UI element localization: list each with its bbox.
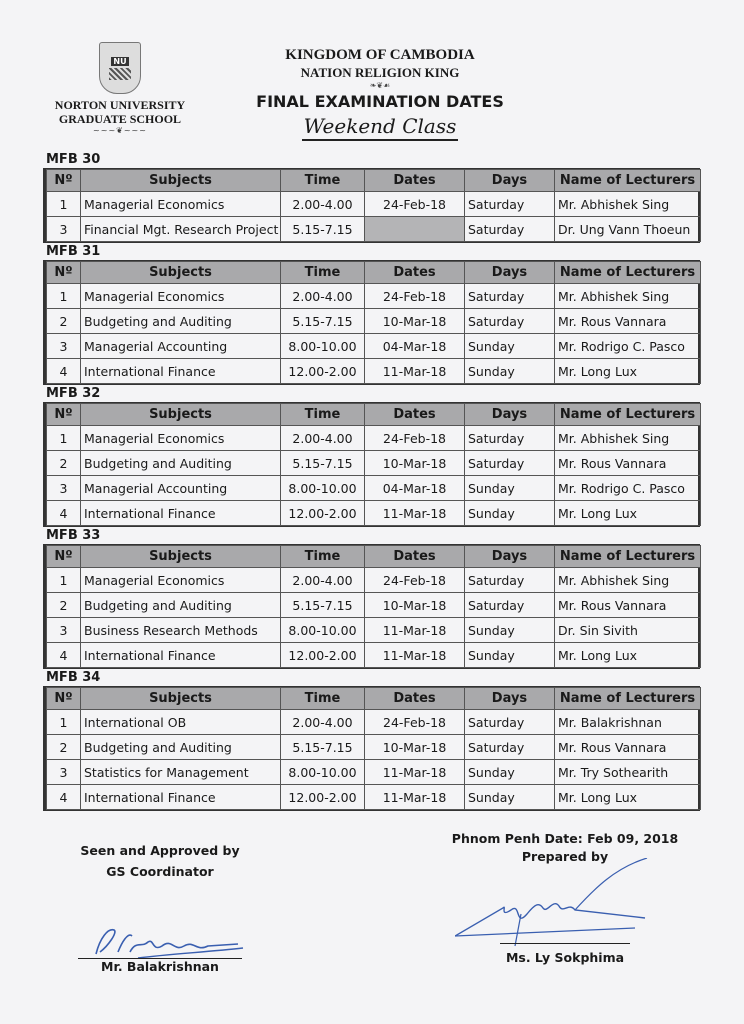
- logo-text: NU: [113, 56, 127, 66]
- column-header: Name of Lecturers: [555, 170, 701, 192]
- cell-subject: International OB: [81, 710, 281, 735]
- cell-lecturer: Mr. Try Sothearith: [555, 760, 701, 785]
- cell-no: 4: [47, 785, 81, 810]
- table-header-row: [47, 262, 701, 284]
- cell-time: 2.00-4.00: [281, 192, 365, 217]
- cell-lecturer: Mr. Abhishek Sing: [555, 568, 701, 593]
- schedule-table: [46, 687, 701, 810]
- schedule-table: [46, 169, 701, 242]
- column-header: Subjects: [81, 170, 281, 192]
- cell-day: Sunday: [465, 785, 555, 810]
- column-header: Name of Lecturers: [555, 688, 701, 710]
- column-header: Days: [465, 170, 555, 192]
- table-row: [47, 451, 701, 476]
- table-header-row: [47, 688, 701, 710]
- cell-day: Saturday: [465, 710, 555, 735]
- table-row: [47, 735, 701, 760]
- cell-no: 1: [47, 710, 81, 735]
- column-header: Nº: [47, 546, 81, 568]
- section-table-frame: [43, 168, 700, 243]
- cell-subject: Managerial Economics: [81, 568, 281, 593]
- table-row: [47, 359, 701, 384]
- table-row: [47, 192, 701, 217]
- column-header: Dates: [365, 170, 465, 192]
- section-title: MFB 32: [46, 386, 101, 401]
- column-header: Dates: [365, 262, 465, 284]
- cell-date: 04-Mar-18: [365, 334, 465, 359]
- preparer-name: Ms. Ly Sokphima: [505, 950, 625, 965]
- cell-lecturer: Mr. Rous Vannara: [555, 309, 701, 334]
- cell-time: 12.00-2.00: [281, 785, 365, 810]
- column-header: Dates: [365, 688, 465, 710]
- university-logo-icon: [99, 42, 141, 94]
- cell-day: Sunday: [465, 476, 555, 501]
- cell-subject: Managerial Accounting: [81, 334, 281, 359]
- page-subtitle: Weekend Class: [302, 113, 459, 141]
- cell-subject: Business Research Methods: [81, 618, 281, 643]
- section-table-frame: [43, 544, 700, 669]
- cell-no: 2: [47, 451, 81, 476]
- exam-schedule: [43, 151, 700, 811]
- table-header-row: [47, 546, 701, 568]
- cell-time: 12.00-2.00: [281, 501, 365, 526]
- column-header: Time: [281, 404, 365, 426]
- schedule-table: [46, 545, 701, 668]
- cell-day: Saturday: [465, 217, 555, 242]
- cell-lecturer: Dr. Sin Sivith: [555, 618, 701, 643]
- cell-lecturer: Dr. Ung Vann Thoeun: [555, 217, 701, 242]
- cell-no: 3: [47, 618, 81, 643]
- cell-date: 10-Mar-18: [365, 451, 465, 476]
- table-row: [47, 501, 701, 526]
- table-header-row: [47, 404, 701, 426]
- cell-lecturer: Mr. Balakrishnan: [555, 710, 701, 735]
- preparer-signature-icon: [455, 858, 655, 948]
- column-header: Nº: [47, 688, 81, 710]
- cell-subject: Managerial Economics: [81, 426, 281, 451]
- cell-day: Sunday: [465, 334, 555, 359]
- cell-subject: Managerial Accounting: [81, 476, 281, 501]
- prepared-by-label: Prepared by: [521, 849, 609, 864]
- cell-time: 12.00-2.00: [281, 359, 365, 384]
- column-header: Time: [281, 688, 365, 710]
- table-row: [47, 593, 701, 618]
- cell-no: 3: [47, 476, 81, 501]
- column-header: Time: [281, 170, 365, 192]
- section-table-frame: [43, 686, 700, 811]
- table-row: [47, 785, 701, 810]
- national-motto: NATION RELIGION KING: [300, 65, 460, 80]
- cell-lecturer: Mr. Rodrigo C. Pasco: [555, 334, 701, 359]
- ornament-icon: ~~~❦~~~: [93, 126, 147, 135]
- table-row: [47, 476, 701, 501]
- column-header: Nº: [47, 404, 81, 426]
- cell-date: 11-Mar-18: [365, 618, 465, 643]
- ornament-divider-icon: ❧❦☙: [369, 81, 391, 90]
- school-subname: GRADUATE SCHOOL: [58, 112, 182, 126]
- cell-lecturer: Mr. Long Lux: [555, 359, 701, 384]
- column-header: Dates: [365, 404, 465, 426]
- cell-time: 2.00-4.00: [281, 284, 365, 309]
- section-table-frame: [43, 402, 700, 527]
- cell-subject: Managerial Economics: [81, 192, 281, 217]
- cell-date: 11-Mar-18: [365, 760, 465, 785]
- cell-subject: Budgeting and Auditing: [81, 451, 281, 476]
- column-header: Time: [281, 262, 365, 284]
- cell-no: 4: [47, 643, 81, 668]
- section-table-frame: [43, 260, 700, 385]
- cell-date: 10-Mar-18: [365, 593, 465, 618]
- cell-date: 10-Mar-18: [365, 309, 465, 334]
- cell-subject: Budgeting and Auditing: [81, 735, 281, 760]
- cell-lecturer: Mr. Abhishek Sing: [555, 426, 701, 451]
- cell-date: 11-Mar-18: [365, 785, 465, 810]
- cell-date: 10-Mar-18: [365, 735, 465, 760]
- approval-block: [70, 840, 250, 882]
- column-header: Days: [465, 404, 555, 426]
- cell-time: 2.00-4.00: [281, 710, 365, 735]
- cell-date: [365, 217, 465, 242]
- cell-date: 24-Feb-18: [365, 710, 465, 735]
- place-date: Phnom Penh Date: Feb 09, 2018: [451, 831, 679, 846]
- schedule-table: [46, 403, 701, 526]
- cell-no: 3: [47, 217, 81, 242]
- document-heading: [240, 45, 520, 141]
- approver-role: GS Coordinator: [106, 864, 214, 879]
- cell-lecturer: Mr. Long Lux: [555, 501, 701, 526]
- table-row: [47, 426, 701, 451]
- cell-subject: Budgeting and Auditing: [81, 593, 281, 618]
- cell-time: 8.00-10.00: [281, 334, 365, 359]
- cell-day: Saturday: [465, 192, 555, 217]
- cell-date: 24-Feb-18: [365, 426, 465, 451]
- cell-day: Sunday: [465, 501, 555, 526]
- cell-no: 3: [47, 334, 81, 359]
- cell-lecturer: Mr. Abhishek Sing: [555, 284, 701, 309]
- cell-subject: International Finance: [81, 501, 281, 526]
- section-title: MFB 31: [46, 244, 101, 259]
- table-row: [47, 334, 701, 359]
- column-header: Name of Lecturers: [555, 546, 701, 568]
- column-header: Subjects: [81, 404, 281, 426]
- cell-lecturer: Mr. Abhishek Sing: [555, 192, 701, 217]
- table-row: [47, 710, 701, 735]
- cell-no: 4: [47, 359, 81, 384]
- cell-date: 11-Mar-18: [365, 501, 465, 526]
- cell-lecturer: Mr. Rous Vannara: [555, 451, 701, 476]
- cell-day: Saturday: [465, 735, 555, 760]
- cell-no: 2: [47, 593, 81, 618]
- column-header: Days: [465, 688, 555, 710]
- cell-no: 3: [47, 760, 81, 785]
- cell-time: 2.00-4.00: [281, 426, 365, 451]
- cell-day: Saturday: [465, 451, 555, 476]
- table-row: [47, 309, 701, 334]
- column-header: Days: [465, 546, 555, 568]
- approver-name: Mr. Balakrishnan: [101, 959, 219, 974]
- cell-time: 5.15-7.15: [281, 593, 365, 618]
- cell-no: 1: [47, 284, 81, 309]
- cell-lecturer: Mr. Long Lux: [555, 643, 701, 668]
- kingdom-title: KINGDOM OF CAMBODIA: [285, 47, 475, 63]
- cell-time: 8.00-10.00: [281, 618, 365, 643]
- cell-no: 1: [47, 426, 81, 451]
- cell-lecturer: Mr. Rous Vannara: [555, 593, 701, 618]
- cell-date: 24-Feb-18: [365, 192, 465, 217]
- cell-subject: Budgeting and Auditing: [81, 309, 281, 334]
- section-title: MFB 34: [46, 670, 101, 685]
- cell-date: 24-Feb-18: [365, 284, 465, 309]
- cell-lecturer: Mr. Rodrigo C. Pasco: [555, 476, 701, 501]
- cell-no: 1: [47, 568, 81, 593]
- cell-no: 4: [47, 501, 81, 526]
- cell-no: 2: [47, 309, 81, 334]
- cell-subject: Managerial Economics: [81, 284, 281, 309]
- table-row: [47, 618, 701, 643]
- section-title: MFB 33: [46, 528, 101, 543]
- cell-date: 11-Mar-18: [365, 643, 465, 668]
- cell-time: 8.00-10.00: [281, 476, 365, 501]
- cell-subject: International Finance: [81, 785, 281, 810]
- cell-lecturer: Mr. Rous Vannara: [555, 735, 701, 760]
- schedule-table: [46, 261, 701, 384]
- cell-day: Saturday: [465, 309, 555, 334]
- cell-day: Saturday: [465, 426, 555, 451]
- table-row: [47, 568, 701, 593]
- cell-day: Saturday: [465, 568, 555, 593]
- cell-day: Sunday: [465, 359, 555, 384]
- cell-time: 5.15-7.15: [281, 451, 365, 476]
- column-header: Subjects: [81, 688, 281, 710]
- table-header-row: [47, 170, 701, 192]
- column-header: Dates: [365, 546, 465, 568]
- cell-day: Sunday: [465, 760, 555, 785]
- page-title: FINAL EXAMINATION DATES: [256, 92, 504, 111]
- cell-no: 2: [47, 735, 81, 760]
- cell-time: 12.00-2.00: [281, 643, 365, 668]
- cell-day: Saturday: [465, 284, 555, 309]
- school-header: [40, 42, 200, 135]
- cell-subject: International Finance: [81, 643, 281, 668]
- approved-by-label: Seen and Approved by: [80, 843, 240, 858]
- cell-time: 5.15-7.15: [281, 309, 365, 334]
- cell-lecturer: Mr. Long Lux: [555, 785, 701, 810]
- table-row: [47, 284, 701, 309]
- column-header: Name of Lecturers: [555, 404, 701, 426]
- column-header: Nº: [47, 170, 81, 192]
- column-header: Time: [281, 546, 365, 568]
- cell-time: 5.15-7.15: [281, 735, 365, 760]
- cell-date: 11-Mar-18: [365, 359, 465, 384]
- cell-day: Sunday: [465, 643, 555, 668]
- table-row: [47, 760, 701, 785]
- cell-subject: Statistics for Management: [81, 760, 281, 785]
- column-header: Subjects: [81, 262, 281, 284]
- school-name: NORTON UNIVERSITY: [54, 98, 186, 112]
- cell-no: 1: [47, 192, 81, 217]
- cell-subject: Financial Mgt. Research Project: [81, 217, 281, 242]
- table-row: [47, 643, 701, 668]
- preparer-signature-line: [500, 943, 630, 944]
- column-header: Subjects: [81, 546, 281, 568]
- table-row: [47, 217, 701, 242]
- cell-day: Saturday: [465, 593, 555, 618]
- cell-day: Sunday: [465, 618, 555, 643]
- cell-date: 24-Feb-18: [365, 568, 465, 593]
- cell-time: 8.00-10.00: [281, 760, 365, 785]
- cell-date: 04-Mar-18: [365, 476, 465, 501]
- cell-subject: International Finance: [81, 359, 281, 384]
- section-title: MFB 30: [46, 152, 101, 167]
- logo-stripe: [109, 68, 131, 80]
- cell-time: 5.15-7.15: [281, 217, 365, 242]
- column-header: Days: [465, 262, 555, 284]
- column-header: Nº: [47, 262, 81, 284]
- column-header: Name of Lecturers: [555, 262, 701, 284]
- cell-time: 2.00-4.00: [281, 568, 365, 593]
